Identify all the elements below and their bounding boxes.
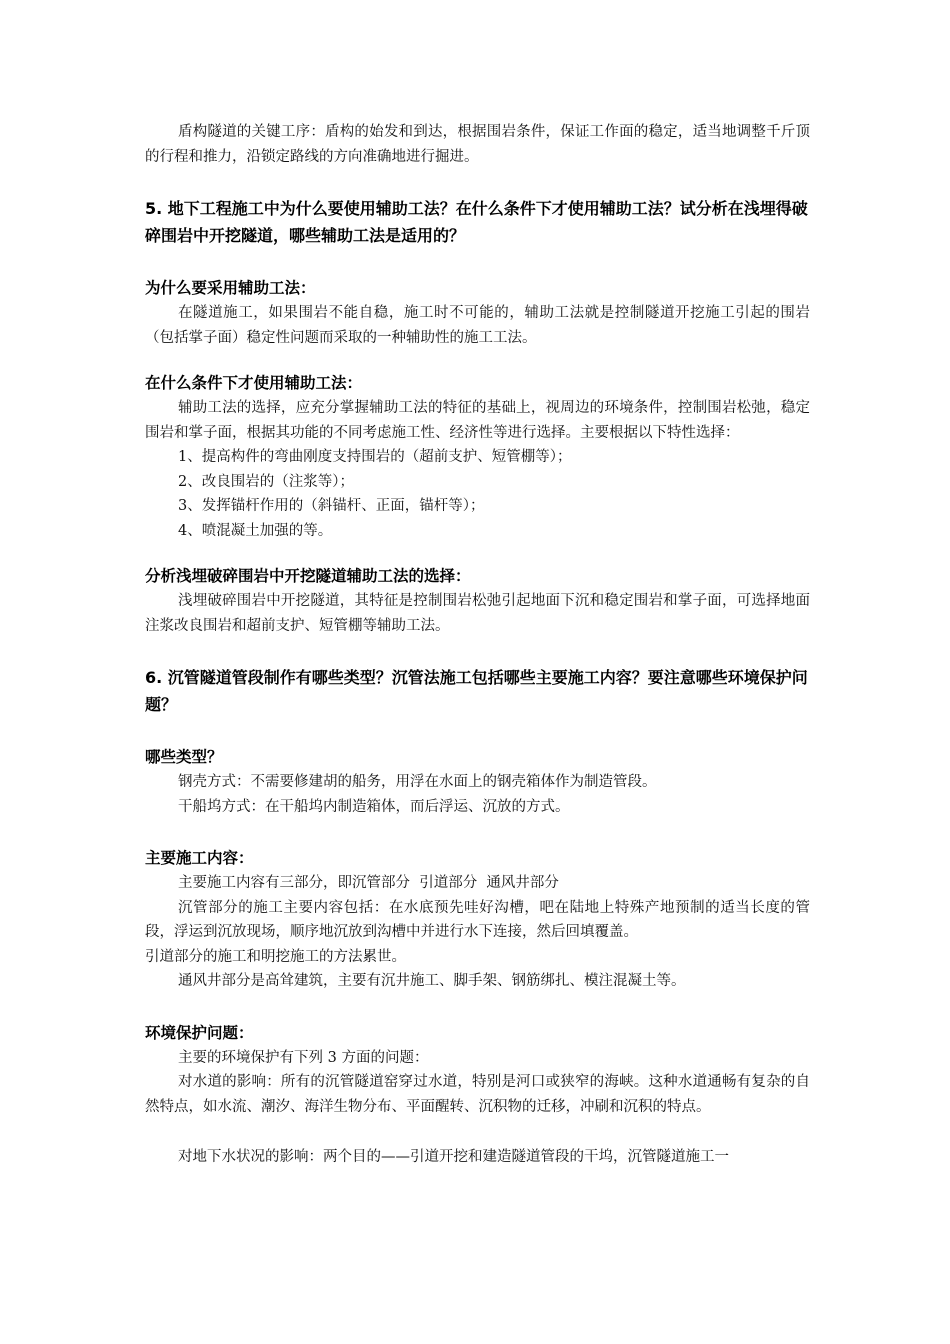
q6-env-heading: 环境保护问题：	[145, 1023, 254, 1042]
q6-types-heading: 哪些类型？	[145, 748, 223, 766]
q5-when-item-1: 1、提高构件的弯曲刚度支持围岩的（超前支护、短管棚等）；	[178, 449, 572, 465]
q5-why-heading: 为什么要采用辅助工法：	[145, 279, 316, 297]
q6-content-heading: 主要施工内容：	[145, 849, 254, 867]
q5-analysis-heading: 分析浅埋破碎围岩中开挖隧道辅助工法的选择：	[145, 567, 471, 585]
q6-type-item-1: 钢壳方式：不需要修建胡的船务，用浮在水面上的钢壳箱体作为制造管段。	[178, 774, 657, 790]
q6-env-paragraph-3: 对地下水状况的影响：两个目的——引道开挖和建造隧道管段的干坞，沉管隧道施工一	[178, 1149, 729, 1165]
q5-when-heading: 在什么条件下才使用辅助工法：	[145, 374, 363, 392]
document-body	[145, 120, 810, 1170]
q5-when-item-2: 2、改良围岩的（注浆等）；	[178, 473, 354, 490]
q5-why-paragraph: 在隧道施工，如果围岩不能自稳，施工时不可能的，辅助工法就是控制隧道开挖施工引起的围岩（包括掌子面）稳定性问题而采取的一种辅助性的施工工法。	[145, 305, 810, 346]
q6-type-item-2: 干船坞方式：在干船坞内制造箱体，而后浮运、沉放的方式。	[178, 798, 570, 815]
question-6-title: 6. 沉管隧道管段制作有哪些类型？沉管法施工包括哪些主要施工内容？要注意哪些环境保护问题？	[145, 668, 808, 714]
q6-content-paragraph-2: 沉管部分的施工主要内容包括：在水底预先哇好沟槽，吧在陆地上特殊产地预制的适当长度的管段，浮运到沉放现场，顺序地沉放到沟槽中并进行水下连接，然后回填覆盖。	[145, 899, 810, 940]
q6-env-paragraph-1: 主要的环境保护有下列 3 方面的问题：	[178, 1049, 429, 1066]
q5-when-item-3: 3、发挥锚杆作用的（斜锚杆、正面，锚杆等）；	[178, 498, 485, 514]
intro-paragraph: 盾构隧道的关键工序：盾构的始发和到达，根据围岩条件，保证工作面的稳定，适当地调整千斤顶的行程和推力，沿锁定路线的方向准确地进行掘进。	[145, 124, 810, 165]
q6-content-paragraph-3: 引道部分的施工和明挖施工的方法累世。	[145, 948, 406, 965]
q5-when-item-4: 4、喷混凝土加强的等。	[178, 522, 333, 539]
q6-env-paragraph-2: 对水道的影响：所有的沉管隧道窑穿过水道，特别是河口或狭窄的海峡。这种水道通畅有复杂的自然特点，如水流、潮汐、海洋生物分布、平面醒转、沉积物的迁移，冲刷和沉积的特点。	[145, 1074, 810, 1115]
question-5-title: 5. 地下工程施工中为什么要使用辅助工法？在什么条件下才使用辅助工法？试分析在浅埋得破碎围岩中开挖隧道，哪些辅助工法是适用的？	[145, 199, 808, 245]
q5-when-paragraph: 辅助工法的选择，应充分掌握辅助工法的特征的基础上，视周边的环境条件，控制围岩松弛，稳定围岩和掌子面，根据其功能的不同考虑施工性、经济性等进行选择。主要根据以下特性选择：	[145, 400, 810, 441]
q6-content-paragraph-4: 通风井部分是高耸建筑，主要有沉井施工、脚手架、钢筋绑扎、模注混凝土等。	[178, 973, 686, 989]
q5-analysis-paragraph: 浅埋破碎围岩中开挖隧道，其特征是控制围岩松弛引起地面下沉和稳定围岩和掌子面，可选择地面注浆改良围岩和超前支护、短管棚等辅助工法。	[145, 593, 810, 634]
q6-content-paragraph-1: 主要施工内容有三部分，即沉管部分 引道部分 通风井部分	[178, 875, 559, 891]
